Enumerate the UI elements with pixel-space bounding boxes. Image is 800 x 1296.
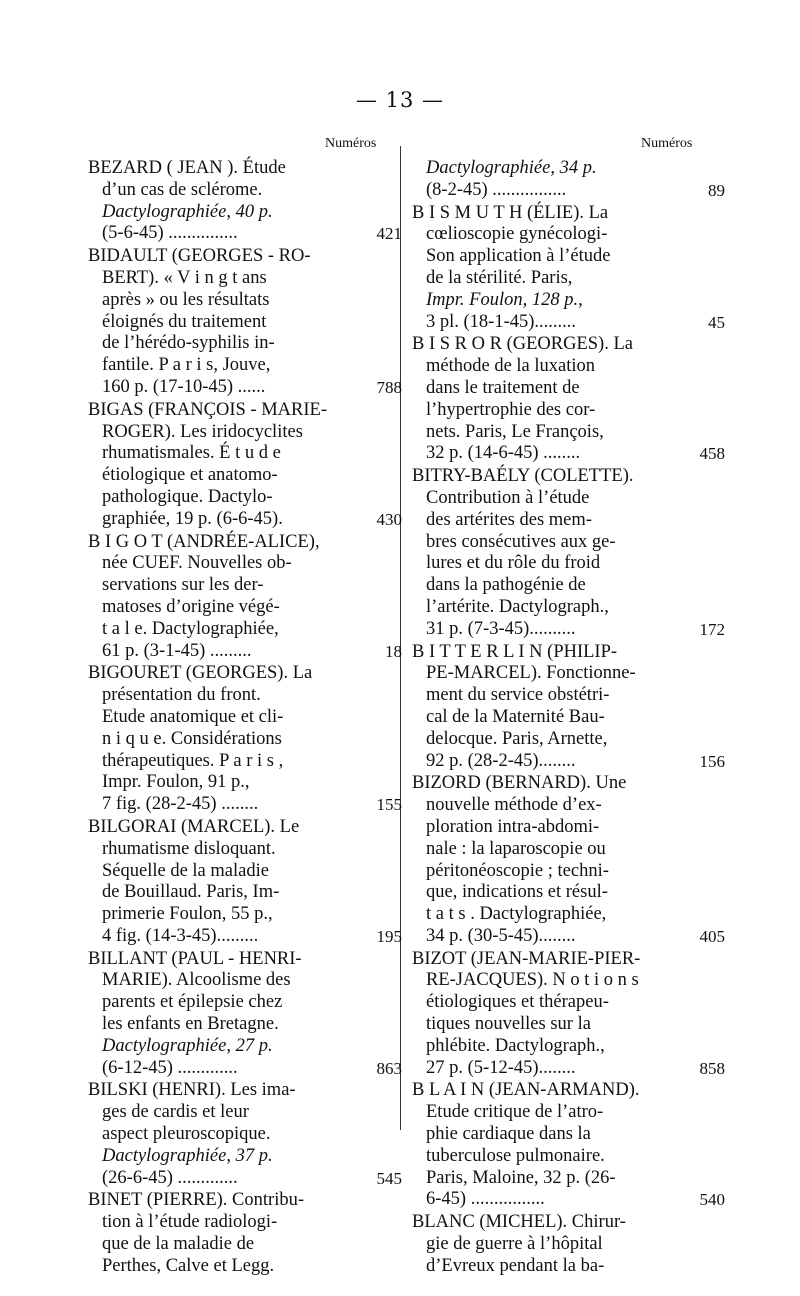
entry-line: B I G O T (ANDRÉE-ALICE), <box>88 531 320 552</box>
right-column <box>412 158 725 1279</box>
entry-bisror <box>412 334 725 465</box>
entry-line: dans la pathogénie de <box>426 575 586 596</box>
page-number: — 13 — <box>355 88 445 112</box>
entry-line: 4 fig. (14-3-45)......... <box>102 925 259 946</box>
entry-line: t a t s . Dactylographiée, <box>426 904 607 925</box>
entry-number: 458 <box>699 444 725 464</box>
entry-line: cœlioscopie gynécologi- <box>426 224 608 245</box>
entry-line: gie de guerre à l’hôpital <box>426 1234 603 1255</box>
entry-line: 34 p. (30-5-45)........ <box>426 925 576 946</box>
entry-line: de la stérilité. Paris, <box>426 267 573 288</box>
entry-line: BIGOURET (GEORGES). La <box>88 663 313 684</box>
entry-line: tion à l’étude radiologi- <box>102 1212 278 1233</box>
entry-number: 863 <box>376 1058 402 1078</box>
entry-line: née CUEF. Nouvelles ob- <box>102 553 292 574</box>
entry-line: Dactylographiée, 34 p. <box>426 158 597 178</box>
entry-bilgorai <box>88 816 402 948</box>
entry-line: présentation du front. <box>102 685 261 706</box>
entry-line: servations sur les der- <box>102 575 264 596</box>
entry-line: étiologiques et thérapeu- <box>426 992 609 1013</box>
entry-bigot <box>88 531 402 663</box>
entry-line: tiques nouvelles sur la <box>426 1014 591 1035</box>
entry-line: BILSKI (HENRI). Les ima- <box>88 1080 296 1101</box>
entry-line: n i q u e. Considérations <box>102 728 282 749</box>
entry-number: 430 <box>376 509 402 529</box>
entry-line: BIZOT (JEAN-MARIE-PIER- <box>412 948 641 969</box>
entry-line: BIZORD (BERNARD). Une <box>412 773 627 794</box>
entry-line: BITRY-BAÉLY (COLETTE). <box>412 466 634 487</box>
entry-line: phie cardiaque dans la <box>426 1124 591 1145</box>
entry-line: d’un cas de sclérome. <box>102 179 263 200</box>
entry-bismuth <box>412 202 725 334</box>
entry-line: pathologique. Dactylo- <box>102 486 273 507</box>
entry-bezard <box>88 158 402 245</box>
entry-line: tuberculose pulmonaire. <box>426 1145 605 1166</box>
entry-line: delocque. Paris, Arnette, <box>426 728 608 749</box>
entry-line: ment du service obstétri- <box>426 685 610 706</box>
entry-line: aspect pleuroscopique. <box>102 1124 271 1145</box>
entry-line: ges de cardis et leur <box>102 1102 249 1123</box>
entry-line: Dactylographiée, 40 p. <box>102 201 273 222</box>
entry-line: rhumatismales. É t u d e <box>102 443 281 464</box>
entry-line: Paris, Maloine, 32 p. (26- <box>426 1167 616 1188</box>
entry-line: 7 fig. (28-2-45) ........ <box>102 794 259 815</box>
column-header-left: Numéros <box>325 136 377 151</box>
entry-line: (26-6-45) ............. <box>102 1167 238 1188</box>
entry-line: Etude critique de l’atro- <box>426 1102 604 1123</box>
entry-line: (8-2-45) ................ <box>426 179 567 200</box>
entry-line: après » ou les résultats <box>102 289 270 310</box>
entry-line: Dactylographiée, 27 p. <box>102 1035 273 1056</box>
entry-line: bres consécutives aux ge- <box>426 531 616 552</box>
column-divider <box>400 146 401 1130</box>
entry-line: phlébite. Dactylograph., <box>426 1035 605 1056</box>
entry-line: de Bouillaud. Paris, Im- <box>102 882 280 903</box>
entry-bitterlin <box>412 641 725 773</box>
entry-line: PE-MARCEL). Fonctionne- <box>426 663 636 684</box>
entry-blain <box>412 1080 725 1211</box>
entry-line: des artérites des mem- <box>426 509 592 530</box>
left-column <box>88 158 402 1279</box>
entry-line: que de la maladie de <box>102 1234 255 1255</box>
entry-line: BIDAULT (GEORGES - RO- <box>88 246 311 267</box>
entry-number: 89 <box>708 180 725 200</box>
entry-number: 540 <box>699 1190 725 1210</box>
entry-line: méthode de la luxation <box>426 356 596 377</box>
entry-line: B I T T E R L I N (PHILIP- <box>412 641 618 662</box>
entry-line: Dactylographiée, 37 p. <box>102 1145 273 1166</box>
entry-line: Contribution à l’étude <box>426 487 590 508</box>
entry-line: nouvelle méthode d’ex- <box>426 795 602 816</box>
entry-line: 92 p. (28-2-45)........ <box>426 750 576 771</box>
entry-line: ploration intra-abdomi- <box>426 816 600 837</box>
entry-bilski <box>88 1080 402 1189</box>
entry-line: RE-JACQUES). N o t i o n s <box>426 970 639 991</box>
entry-number: 405 <box>699 926 725 946</box>
entry-line: Impr. Foulon, 128 p., <box>426 289 583 310</box>
entry-line: Perthes, Calve et Legg. <box>102 1255 275 1276</box>
entry-line: 6-45) ................ <box>426 1189 545 1210</box>
entry-line: BEZARD ( JEAN ). Étude <box>88 158 286 178</box>
entry-line: B I S R O R (GEORGES). La <box>412 334 633 355</box>
entry-number: 195 <box>376 926 402 946</box>
entry-line: BILGORAI (MARCEL). Le <box>88 816 300 837</box>
entry-line: 3 pl. (18-1-45)......... <box>426 311 577 332</box>
entry-bidault <box>88 246 402 399</box>
entry-line: l’hypertrophie des cor- <box>426 399 596 420</box>
entry-blanc <box>412 1212 712 1277</box>
entry-bismuth-cont <box>412 158 725 202</box>
entry-line: t a l e. Dactylographiée, <box>102 618 279 639</box>
entry-line: éloignés du traitement <box>102 311 267 332</box>
entry-line: Etude anatomique et cli- <box>102 706 284 727</box>
entry-bizot <box>412 948 725 1080</box>
entry-bigouret <box>88 663 402 816</box>
entry-line: Son application à l’étude <box>426 246 611 267</box>
entry-line: parents et épilepsie chez <box>102 992 283 1013</box>
entry-number: 172 <box>699 619 725 639</box>
entry-line: cal de la Maternité Bau- <box>426 706 605 727</box>
entry-bitry-baely <box>412 466 725 640</box>
entry-line: primerie Foulon, 55 p., <box>102 904 273 925</box>
entry-number: 18 <box>385 641 402 661</box>
column-header-right: Numéros <box>641 136 693 151</box>
entry-line: (5-6-45) ............... <box>102 223 238 244</box>
entry-line: graphiée, 19 p. (6-6-45). <box>102 508 283 529</box>
entry-line: nets. Paris, Le François, <box>426 421 604 442</box>
entry-number: 156 <box>699 751 725 771</box>
entry-number: 421 <box>376 224 402 244</box>
entry-line: B L A I N (JEAN-ARMAND). <box>412 1080 640 1101</box>
entry-line: 160 p. (17-10-45) ...... <box>102 376 266 397</box>
entry-line: étiologique et anatomo- <box>102 465 278 486</box>
entry-number: 788 <box>376 377 402 397</box>
entry-line: MARIE). Alcoolisme des <box>102 970 291 991</box>
entry-line: BINET (PIERRE). Contribu- <box>88 1190 304 1211</box>
entry-line: de l’hérédo-syphilis in- <box>102 333 275 354</box>
entry-line: 32 p. (14-6-45) ........ <box>426 443 581 464</box>
entry-line: l’artérite. Dactylograph., <box>426 596 609 617</box>
entry-line: ROGER). Les iridocyclites <box>102 421 303 442</box>
entry-line: 61 p. (3-1-45) ......... <box>102 640 252 661</box>
entry-bizord <box>412 773 725 947</box>
entry-line: matoses d’origine végé- <box>102 596 280 617</box>
entry-line: 27 p. (5-12-45)........ <box>426 1057 576 1078</box>
entry-line: BLANC (MICHEL). Chirur- <box>412 1212 626 1233</box>
entry-line: B I S M U T H (ÉLIE). La <box>412 202 609 223</box>
entry-line: Séquelle de la maladie <box>102 860 269 881</box>
entry-line: Impr. Foulon, 91 p., <box>102 772 250 793</box>
entry-number: 858 <box>699 1058 725 1078</box>
entry-line: rhumatisme disloquant. <box>102 838 276 859</box>
entry-line: d’Evreux pendant la ba- <box>426 1255 605 1276</box>
entry-line: dans le traitement de <box>426 377 580 398</box>
entry-bigas <box>88 399 402 531</box>
entry-line: les enfants en Bretagne. <box>102 1014 279 1035</box>
entry-line: (6-12-45) ............. <box>102 1057 238 1078</box>
entry-number: 545 <box>376 1168 402 1188</box>
entry-line: nale : la laparoscopie ou <box>426 838 606 859</box>
entry-number: 45 <box>708 312 725 332</box>
entry-line: BERT). « V i n g t ans <box>102 267 267 288</box>
entry-line: BIGAS (FRANÇOIS - MARIE- <box>88 399 327 420</box>
entry-line: que, indications et résul- <box>426 882 608 903</box>
entry-number: 155 <box>376 795 402 815</box>
entry-line: fantile. P a r i s, Jouve, <box>102 355 271 376</box>
entry-line: lures et du rôle du froid <box>426 553 601 574</box>
entry-billant <box>88 948 402 1080</box>
entry-line: 31 p. (7-3-45).......... <box>426 618 576 639</box>
entry-line: péritonéoscopie ; techni- <box>426 860 609 881</box>
entry-line: thérapeutiques. P a r i s , <box>102 750 284 771</box>
entry-binet <box>88 1190 388 1277</box>
entry-line: BILLANT (PAUL - HENRI- <box>88 948 302 969</box>
